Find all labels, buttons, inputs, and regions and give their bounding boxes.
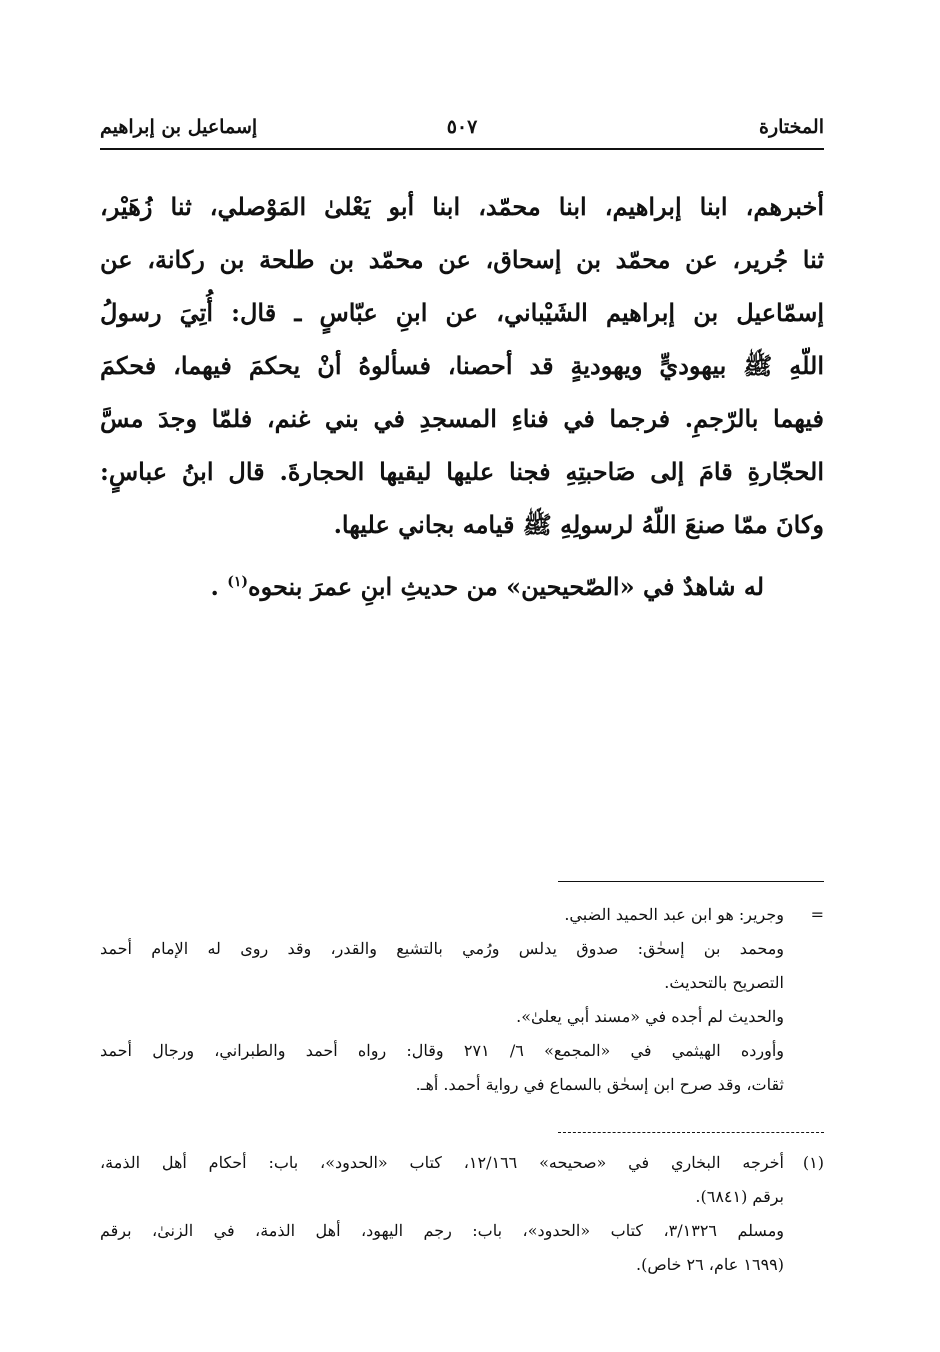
witness-period: . [210,572,219,601]
footnotes [100,1146,824,1282]
footnote-divider-dashed [558,1132,824,1133]
witness-note [100,562,764,607]
main-text-line: اللّهِ ﷺ بيهوديٍّ ويهوديةٍ قد أحصنا، فسألوهُ أنْ يحكمَ فيهما، فحكمَ [100,351,824,380]
main-text-line: ثنا جُرير، عن محمّد بن إسحاق، عن محمّد بن طلحة بن ركانة، عن [100,245,824,274]
footnote-line: التصريح بالتحديث. [664,973,784,992]
main-text-line: أخبرهم، ابنا إبراهيم، ابنا محمّد، ابنا أبو يَعْلىٰ المَوْصلي، ثنا زُهَيْر، [100,192,824,221]
footnote-line: (١٦٩٩ عام، ٢٦ خاص). [635,1255,784,1274]
main-text-line: وكانَ ممّا صنعَ اللّهُ لرسولِهِ ﷺ قيامه بجاني عليها. [333,510,824,539]
footnote-reference: (١) [227,574,249,590]
main-text-line: إسمّاعيل بن إبراهيم الشَيْباني، عن ابنِ عبّاسٍ ـ قال: أُتِيَ رسولُ [100,298,824,327]
header-chapter-title: إسماعيل بن إبراهيم [100,116,258,138]
footnote-number: (١) [802,1153,824,1172]
continued-footnotes [100,898,824,1102]
running-header [100,112,824,150]
witness-text: له شاهدٌ في «الصّحيحين» من حديثِ ابنِ عمرَ بنحوه [248,572,764,601]
footnote-line: برقم (٦٨٤١). [695,1187,784,1206]
main-text [100,180,824,551]
footnote-line: وأورده الهيثمي في «المجمع» ٦/ ٢٧١ وقال: رواه أحمد والطبراني، ورجال أحمد [100,1041,785,1060]
footnote-line: ومحمد بن إسحٰق: صدوق يدلس ورُمي بالتشيع والقدر، وقد روى له الإمام أحمد [100,939,784,958]
header-book-title: المختارة [759,116,824,138]
main-text-line: الحجّارةِ قامَ إلى صَاحبتِهِ فجنا عليها ليقيها الحجارةَ. قال ابنُ عباسٍ: [100,457,824,486]
footnote-line: والحديث لم أجده في «مسند أبي يعلىٰ». [516,1007,784,1026]
continuation-mark: = [810,905,824,924]
footnote-line: =وجرير: هو ابن عبد الحميد الضبي. [100,898,824,932]
main-text-line: فيهما بالرّجمِ. فرجما في فناءِ المسجدِ في بني غنم، فلمّا وجدَ مسَّ [100,404,824,433]
footnote-line: ثقات، وقد صرح ابن إسحٰق بالسماع في رواية أحمد. أهـ. [415,1075,784,1094]
page-number: ٥٠٧ [446,116,478,138]
footnote-line: (١)أخرجه البخاري في «صحيحه» ١٢/١٦٦، كتاب «الحدود»، باب: أحكام أهل الذمة، [100,1146,824,1180]
footnote-line: ومسلم ٣/١٣٢٦، كتاب «الحدود»، باب: رجم اليهود، أهل الذمة، في الزنىٰ، برقم [100,1221,784,1240]
footnote-divider-solid [558,881,824,882]
